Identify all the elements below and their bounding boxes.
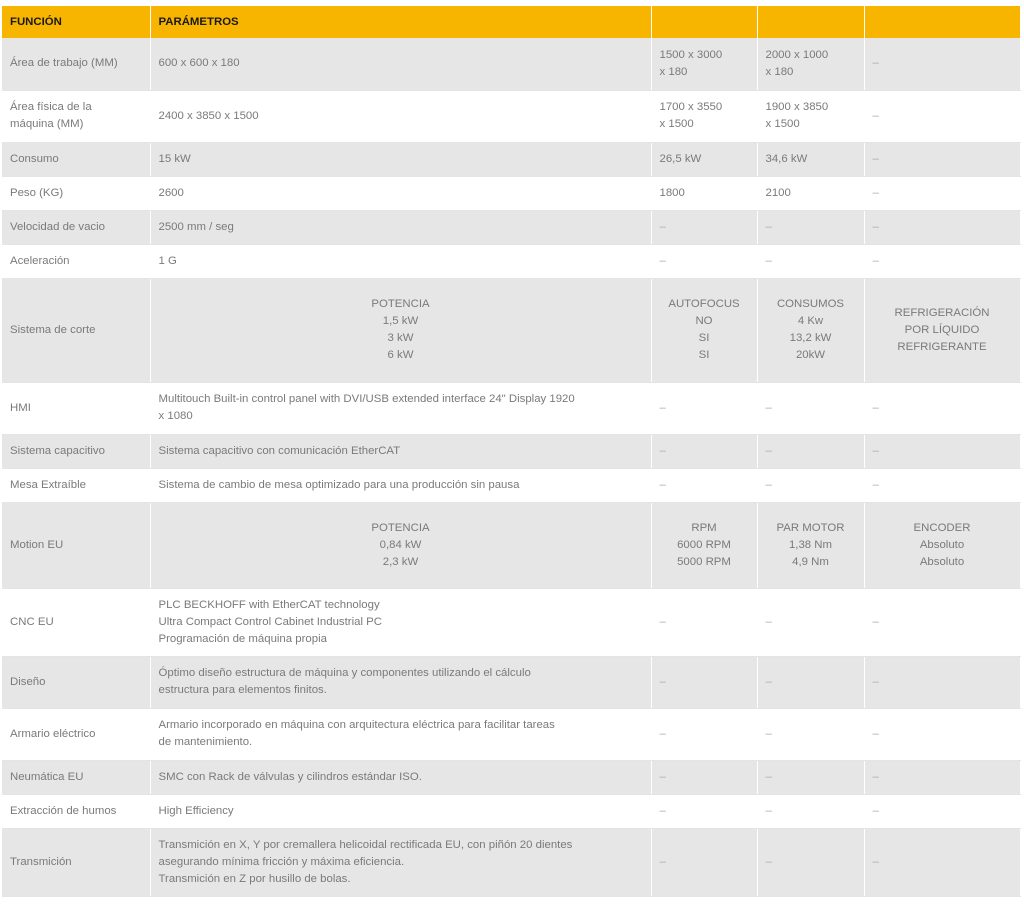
table-header-row [2, 6, 1020, 38]
row-value-col4: – [757, 760, 864, 794]
row-value-col4: – [757, 828, 864, 896]
row-value-col5: – [864, 210, 1020, 244]
table-row [2, 468, 1020, 502]
row-value-col5: – [864, 244, 1020, 278]
row-value-col4: – [757, 210, 864, 244]
row-value: Armario incorporado en máquina con arquitectura eléctrica para facilitar tareas de mantenimiento. [150, 708, 651, 760]
row-value-col3: – [651, 656, 757, 708]
row-value: Óptimo diseño estructura de máquina y componentes utilizando el cálculo estructura para elementos finitos. [150, 656, 651, 708]
row-value-col5: – [864, 468, 1020, 502]
table-row [2, 708, 1020, 760]
row-label: Área física de la máquina (MM) [2, 90, 150, 142]
row-label: Sistema de corte [2, 278, 150, 382]
table-row [2, 244, 1020, 278]
table-row [2, 38, 1020, 90]
row-label: Armario eléctrico [2, 708, 150, 760]
row-value-col5: – [864, 588, 1020, 656]
header-funcion: FUNCIÓN [2, 6, 150, 38]
row-value-col5: – [864, 828, 1020, 896]
table-row [2, 142, 1020, 176]
table-row [2, 210, 1020, 244]
row-value-col4: – [757, 434, 864, 468]
row-value: 2600 [150, 176, 651, 210]
row-value-col4: 2000 x 1000 x 180 [757, 38, 864, 90]
row-value-col4: CONSUMOS 4 Kw 13,2 kW 20kW [757, 278, 864, 382]
row-value-col5: REFRIGERACIÓN POR LÍQUIDO REFRIGERANTE [864, 278, 1020, 382]
row-value-col5: – [864, 90, 1020, 142]
row-label: Aceleración [2, 244, 150, 278]
row-label: Motion EU [2, 502, 150, 588]
row-value-col3: – [651, 708, 757, 760]
row-value-col5: – [864, 708, 1020, 760]
row-label: Consumo [2, 142, 150, 176]
row-value: POTENCIA 1,5 kW 3 kW 6 kW [150, 278, 651, 382]
row-value: 600 x 600 x 180 [150, 38, 651, 90]
row-label: Área de trabajo (MM) [2, 38, 150, 90]
table-row [2, 588, 1020, 656]
row-value: 2500 mm / seg [150, 210, 651, 244]
row-value-col4: 34,6 kW [757, 142, 864, 176]
table-row [2, 794, 1020, 828]
row-value: POTENCIA 0,84 kW 2,3 kW [150, 502, 651, 588]
row-value-col3: 1700 x 3550 x 1500 [651, 90, 757, 142]
row-label: Diseño [2, 656, 150, 708]
row-value-col4: 2100 [757, 176, 864, 210]
header-col-5 [864, 6, 1020, 38]
row-label: Extracción de humos [2, 794, 150, 828]
row-value: 2400 x 3850 x 1500 [150, 90, 651, 142]
row-value-col4: – [757, 382, 864, 434]
row-value: High Efficiency [150, 794, 651, 828]
row-value-col4: 1900 x 3850 x 1500 [757, 90, 864, 142]
row-value-col3: – [651, 382, 757, 434]
row-value-col3: RPM 6000 RPM 5000 RPM [651, 502, 757, 588]
row-value-col4: – [757, 656, 864, 708]
row-value-col3: – [651, 828, 757, 896]
row-label: CNC EU [2, 588, 150, 656]
row-value-col5: – [864, 656, 1020, 708]
header-parametros: PARÁMETROS [150, 6, 651, 38]
table-row [2, 502, 1020, 588]
row-value-col4: – [757, 708, 864, 760]
row-value-col5: ENCODER Absoluto Absoluto [864, 502, 1020, 588]
row-value: 15 kW [150, 142, 651, 176]
table-row [2, 90, 1020, 142]
specifications-table [2, 6, 1021, 897]
table-row [2, 760, 1020, 794]
table-row [2, 434, 1020, 468]
row-value: 1 G [150, 244, 651, 278]
row-value-col5: – [864, 794, 1020, 828]
row-value-col3: – [651, 588, 757, 656]
row-value: PLC BECKHOFF with EtherCAT technology Ultra Compact Control Cabinet Industrial PC Programación de máquina propia [150, 588, 651, 656]
row-value-col5: – [864, 38, 1020, 90]
row-value-col3: 1500 x 3000 x 180 [651, 38, 757, 90]
table-row [2, 278, 1020, 382]
row-label: Velocidad de vacio [2, 210, 150, 244]
row-label: Mesa Extraíble [2, 468, 150, 502]
row-value-col3: – [651, 434, 757, 468]
row-value-col5: – [864, 176, 1020, 210]
row-value: Sistema de cambio de mesa optimizado para una producción sin pausa [150, 468, 651, 502]
row-value-col3: – [651, 794, 757, 828]
row-label: Transmición [2, 828, 150, 896]
row-value-col5: – [864, 142, 1020, 176]
table-row [2, 656, 1020, 708]
row-value-col5: – [864, 760, 1020, 794]
row-value: Sistema capacitivo con comunicación EtherCAT [150, 434, 651, 468]
row-label: Peso (KG) [2, 176, 150, 210]
row-value-col4: – [757, 794, 864, 828]
row-label: Neumática EU [2, 760, 150, 794]
row-value: Multitouch Built-in control panel with DVI/USB extended interface 24" Display 1920 x 1080 [150, 382, 651, 434]
row-value: SMC con Rack de válvulas y cilindros estándar ISO. [150, 760, 651, 794]
row-value-col4: – [757, 244, 864, 278]
row-value-col3: 1800 [651, 176, 757, 210]
row-value-col4: – [757, 588, 864, 656]
table-row [2, 176, 1020, 210]
row-value-col4: PAR MOTOR 1,38 Nm 4,9 Nm [757, 502, 864, 588]
row-value-col5: – [864, 382, 1020, 434]
row-value-col4: – [757, 468, 864, 502]
row-value-col3: – [651, 210, 757, 244]
row-value-col3: 26,5 kW [651, 142, 757, 176]
row-value-col3: – [651, 468, 757, 502]
row-value-col5: – [864, 434, 1020, 468]
row-value-col3: – [651, 760, 757, 794]
table-row [2, 828, 1020, 896]
row-label: Sistema capacitivo [2, 434, 150, 468]
row-value-col3: – [651, 244, 757, 278]
header-col-3 [651, 6, 757, 38]
header-col-4 [757, 6, 864, 38]
table-row [2, 382, 1020, 434]
row-value-col3: AUTOFOCUS NO SI SI [651, 278, 757, 382]
row-value: Transmición en X, Y por cremallera helicoidal rectificada EU, con piñón 20 dientes asegurando mínima fricción y máxima eficiencia. Transmición en Z por husillo de bolas. [150, 828, 651, 896]
row-label: HMI [2, 382, 150, 434]
